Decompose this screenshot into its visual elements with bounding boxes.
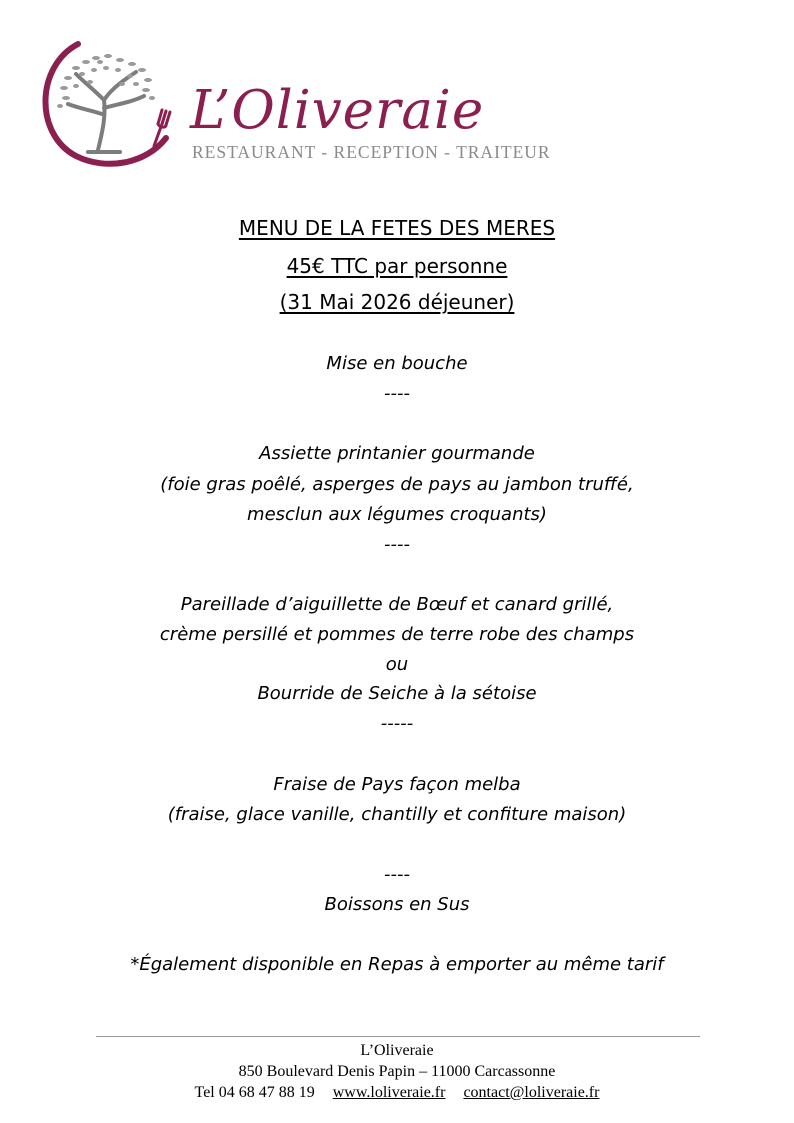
menu-price-text: 45€ TTC par personne <box>286 254 508 278</box>
menu-title <box>0 218 794 238</box>
footer-divider <box>96 1036 700 1037</box>
dessert-name: Fraise de Pays façon melba <box>273 774 521 795</box>
separator: ----- <box>380 713 414 734</box>
menu-title-text: MENU DE LA FETES DES MERES <box>238 216 556 240</box>
separator: ---- <box>384 534 410 555</box>
main-course-2: Bourride de Seiche à la sétoise <box>257 683 537 704</box>
footer-phone: Tel 04 68 47 88 19 <box>194 1084 315 1101</box>
footer-name: L’Oliveraie <box>360 1042 434 1059</box>
amuse-bouche: Mise en bouche <box>326 353 468 374</box>
menu-date <box>0 292 794 312</box>
restaurant-logo <box>36 38 552 170</box>
logo-subtitle: RESTAURANT - RECEPTION - TRAITEUR <box>192 142 551 162</box>
menu-date-text: (31 Mai 2026 déjeuner) <box>279 290 515 314</box>
takeaway-note: *Également disponible en Repas à emporter au même tarif <box>130 954 664 975</box>
footer-contact <box>0 1085 794 1101</box>
starter-description-1: (foie gras poêlé, asperges de pays au jambon truffé, <box>160 474 634 495</box>
main-course-1-line-2: crème persillé et pommes de terre robe des champs <box>159 624 635 645</box>
logo-name: L’Oliveraie <box>190 80 485 141</box>
menu-price <box>0 256 794 276</box>
or-label: ou <box>385 654 409 675</box>
starter-name: Assiette printanier gourmande <box>259 443 535 464</box>
separator: ---- <box>384 383 410 404</box>
main-course-1-line-1: Pareillade d’aiguillette de Bœuf et canard grillé, <box>180 594 614 615</box>
website-link[interactable]: www.loliveraie.fr <box>332 1084 446 1101</box>
dessert-description: (fraise, glace vanille, chantilly et confiture maison) <box>167 804 627 825</box>
email-link[interactable]: contact@loliveraie.fr <box>463 1084 600 1101</box>
footer-address: 850 Boulevard Denis Papin – 11000 Carcassonne <box>238 1063 556 1080</box>
starter-description-2: mesclun aux légumes croquants) <box>247 504 547 525</box>
separator: ---- <box>384 864 410 885</box>
drinks-note: Boissons en Sus <box>324 894 470 915</box>
